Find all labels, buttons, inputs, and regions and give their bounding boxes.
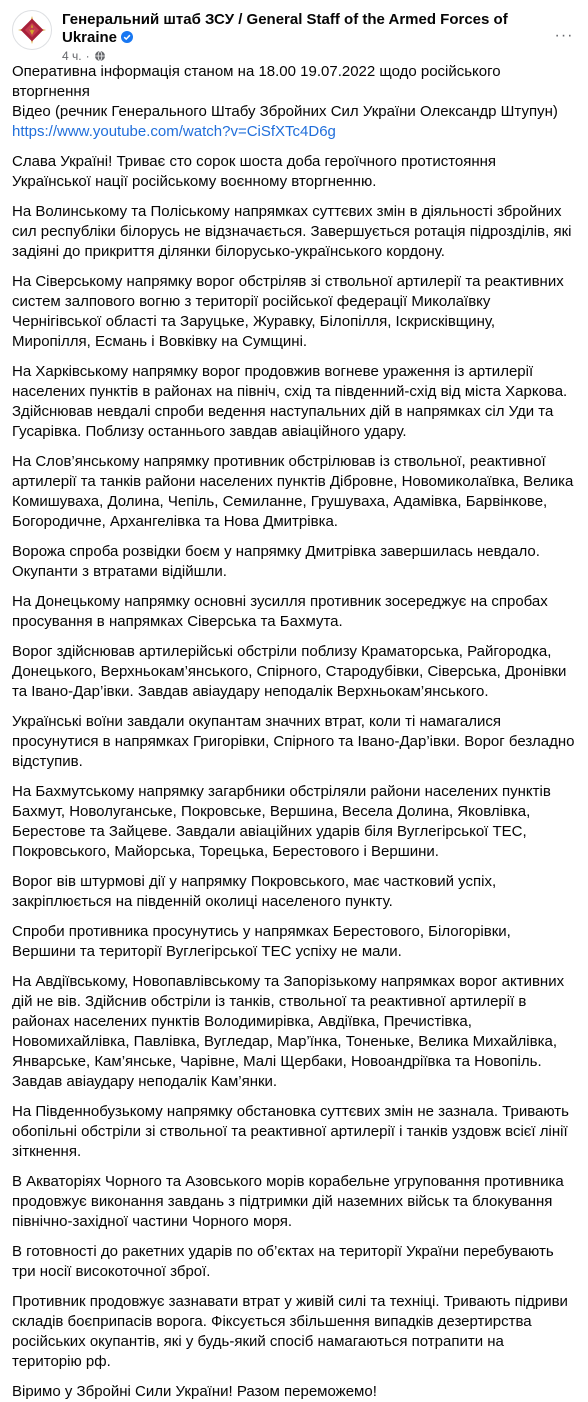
youtube-link[interactable]: https://www.youtube.com/watch?v=CiSfXTc4D6g [12,123,336,140]
paragraph: На Бахмутському напрямку загарбники обстріляли райони населених пунктів Бахмут, Новолуганське, Покровське, Вершина, Весела Долина, Яковлівка, Берестове та Зайцеве. Завдали авіаційних ударів біля Вуглегірської ТЕС, Покровського, Майорська, Торецька, Берестового і Вершини. [12,783,551,860]
paragraph: Ворог вів штурмові дії у напрямку Покровського, має частковий успіх, закріплюється на південній околиці населеного пункту. [12,873,497,910]
post-time-row [62,49,546,63]
intro-block [12,62,576,142]
paragraph: На Донецькому напрямку основні зусилля противник зосереджує на спробах просування в напрямках Сіверська та Бахмута. [12,593,548,630]
post-meta [62,10,546,63]
post-body [12,62,576,1402]
paragraph: В готовності до ракетних ударів по об’єктах на території України перебувають три носії високоточної зброї. [12,1243,554,1280]
paragraph: В Акваторіях Чорного та Азовського морів корабельне угруповання противника продовжує виконання завдань з підтримки дій наземних військ та блокування північно-західної частини Чорного моря. [12,1173,564,1230]
paragraph: Ворог здійснював артилерійські обстріли поблизу Краматорська, Райгородка, Донецького, Верхньокам’янського, Спірного, Стародубівки, Сіверська, Дронівки та Івано-Дар’івки. Завдав авіаудару неподалік Верхньокам’янського. [12,643,567,700]
post-header [12,0,576,62]
paragraph: На Слов’янському напрямку противник обстрілював із ствольної, реактивної артилерії та танків райони населених пунктів Дібровне, Новомиколаївка, Велика Комишуваха, Долина, Чепіль, Семиланне, Грушуваха, Адамівка, Барвінкове, Богородичне, Архангелівка та Нова Дмитрівка. [12,453,574,530]
separator-dot: · [85,49,90,63]
globe-icon [94,50,106,62]
paragraph: На Південнобузькому напрямку обстановка суттєвих змін не зазнала. Тривають обопільні обстріли зі ствольної та реактивної артилерії і танків уздовж всієї лінії зіткнення. [12,1103,569,1160]
paragraph: Спроби противника просунутись у напрямках Берестового, Білогорівки, Вершини та території Вуглегірської ТЕС успіху не мали. [12,923,511,960]
verified-badge-icon [121,31,133,43]
paragraph: На Волинському та Поліському напрямках суттєвих змін в діяльності збройних сил республіки білорусь не відзначається. Завершується ротація підрозділів, які задіяні до прикриття ділянки білорусько-українського кордону. [12,203,572,260]
paragraph: Слава Україні! Триває сто сорок шоста доба героїчного протистояння Українськoї нації російському воєнному вторгненню. [12,153,497,190]
post-timestamp[interactable]: 4 ч. [62,49,82,63]
paragraph: Противник продовжує зазнавати втрат у живій силі та техніці. Тривають підриви складів боєприпасів ворога. Фіксується збільшення випадків дезертирства російських окупантів, які у будь-який спосіб намагаються потрапити на територію рф. [12,1293,568,1370]
page-avatar[interactable] [12,10,52,50]
paragraph: Віримо у Збройні Сили України! Разом переможемо! [12,1383,377,1400]
paragraph: Українські воїни завдали окупантам значних втрат, коли ті намагалися просунутися в напрямках Григорівки, Спірного та Івано-Дар’івки. Ворог безладно відступив. [12,713,575,770]
paragraph: На Харківському напрямку ворог продовжив вогневе ураження із артилерії населених пунктів в районах на північ, схід та південний-схід від міста Харкова. Здійснював невдалі спроби ведення наступальних дій в напрямках сіл Уди та Гусарівка. Поблизу останнього завдав авіаційного удару. [12,363,568,440]
more-options-icon[interactable]: ··· [554,27,574,44]
paragraph: Ворожа спроба розвідки боєм у напрямку Дмитрівка завершилась невдало. Окупанти з втратами відійшли. [12,543,540,580]
armed-forces-emblem-icon [15,13,49,47]
intro-video-caption: Відео (речник Генерального Штабу Збройних Сил України Олександр Штупун) [12,103,558,120]
paragraph: На Сіверському напрямку ворог обстріляв зі ствольної артилерії та реактивних систем залпового вогню з території російської федерації Миколаївку Чернігівської області та Заруцьке, Журавку, Білопілля, Іскрисківщину, Миропілля, Есмань і Вовківку на Сумщині. [12,273,564,350]
intro-title: Оперативна інформація станом на 18.00 19.07.2022 щодо російського вторгнення [12,63,501,100]
paragraph: На Авдіївському, Новопавлівському та Запорізькому напрямках ворог активних дій не вів. Здійснив обстріли із танків, ствольної та реактивної артилерії в районах населених пунктів Володимирівка, Авдіївка, Пречистівка, Новомихайлівка, Павлівка, Вугледар, Мар’їнка, Тоненьке, Велика Михайлівка, Январське, Кам’янське, Чарівне, Малі Щербаки, Новоандріївка та Новопіль. Завдав авіаудару неподалік Кам’янки. [12,973,565,1090]
page-name-line [62,11,532,47]
page-name-link[interactable]: Генеральний штаб ЗСУ / General Staff of the Armed Forces of Ukraine [62,11,508,46]
